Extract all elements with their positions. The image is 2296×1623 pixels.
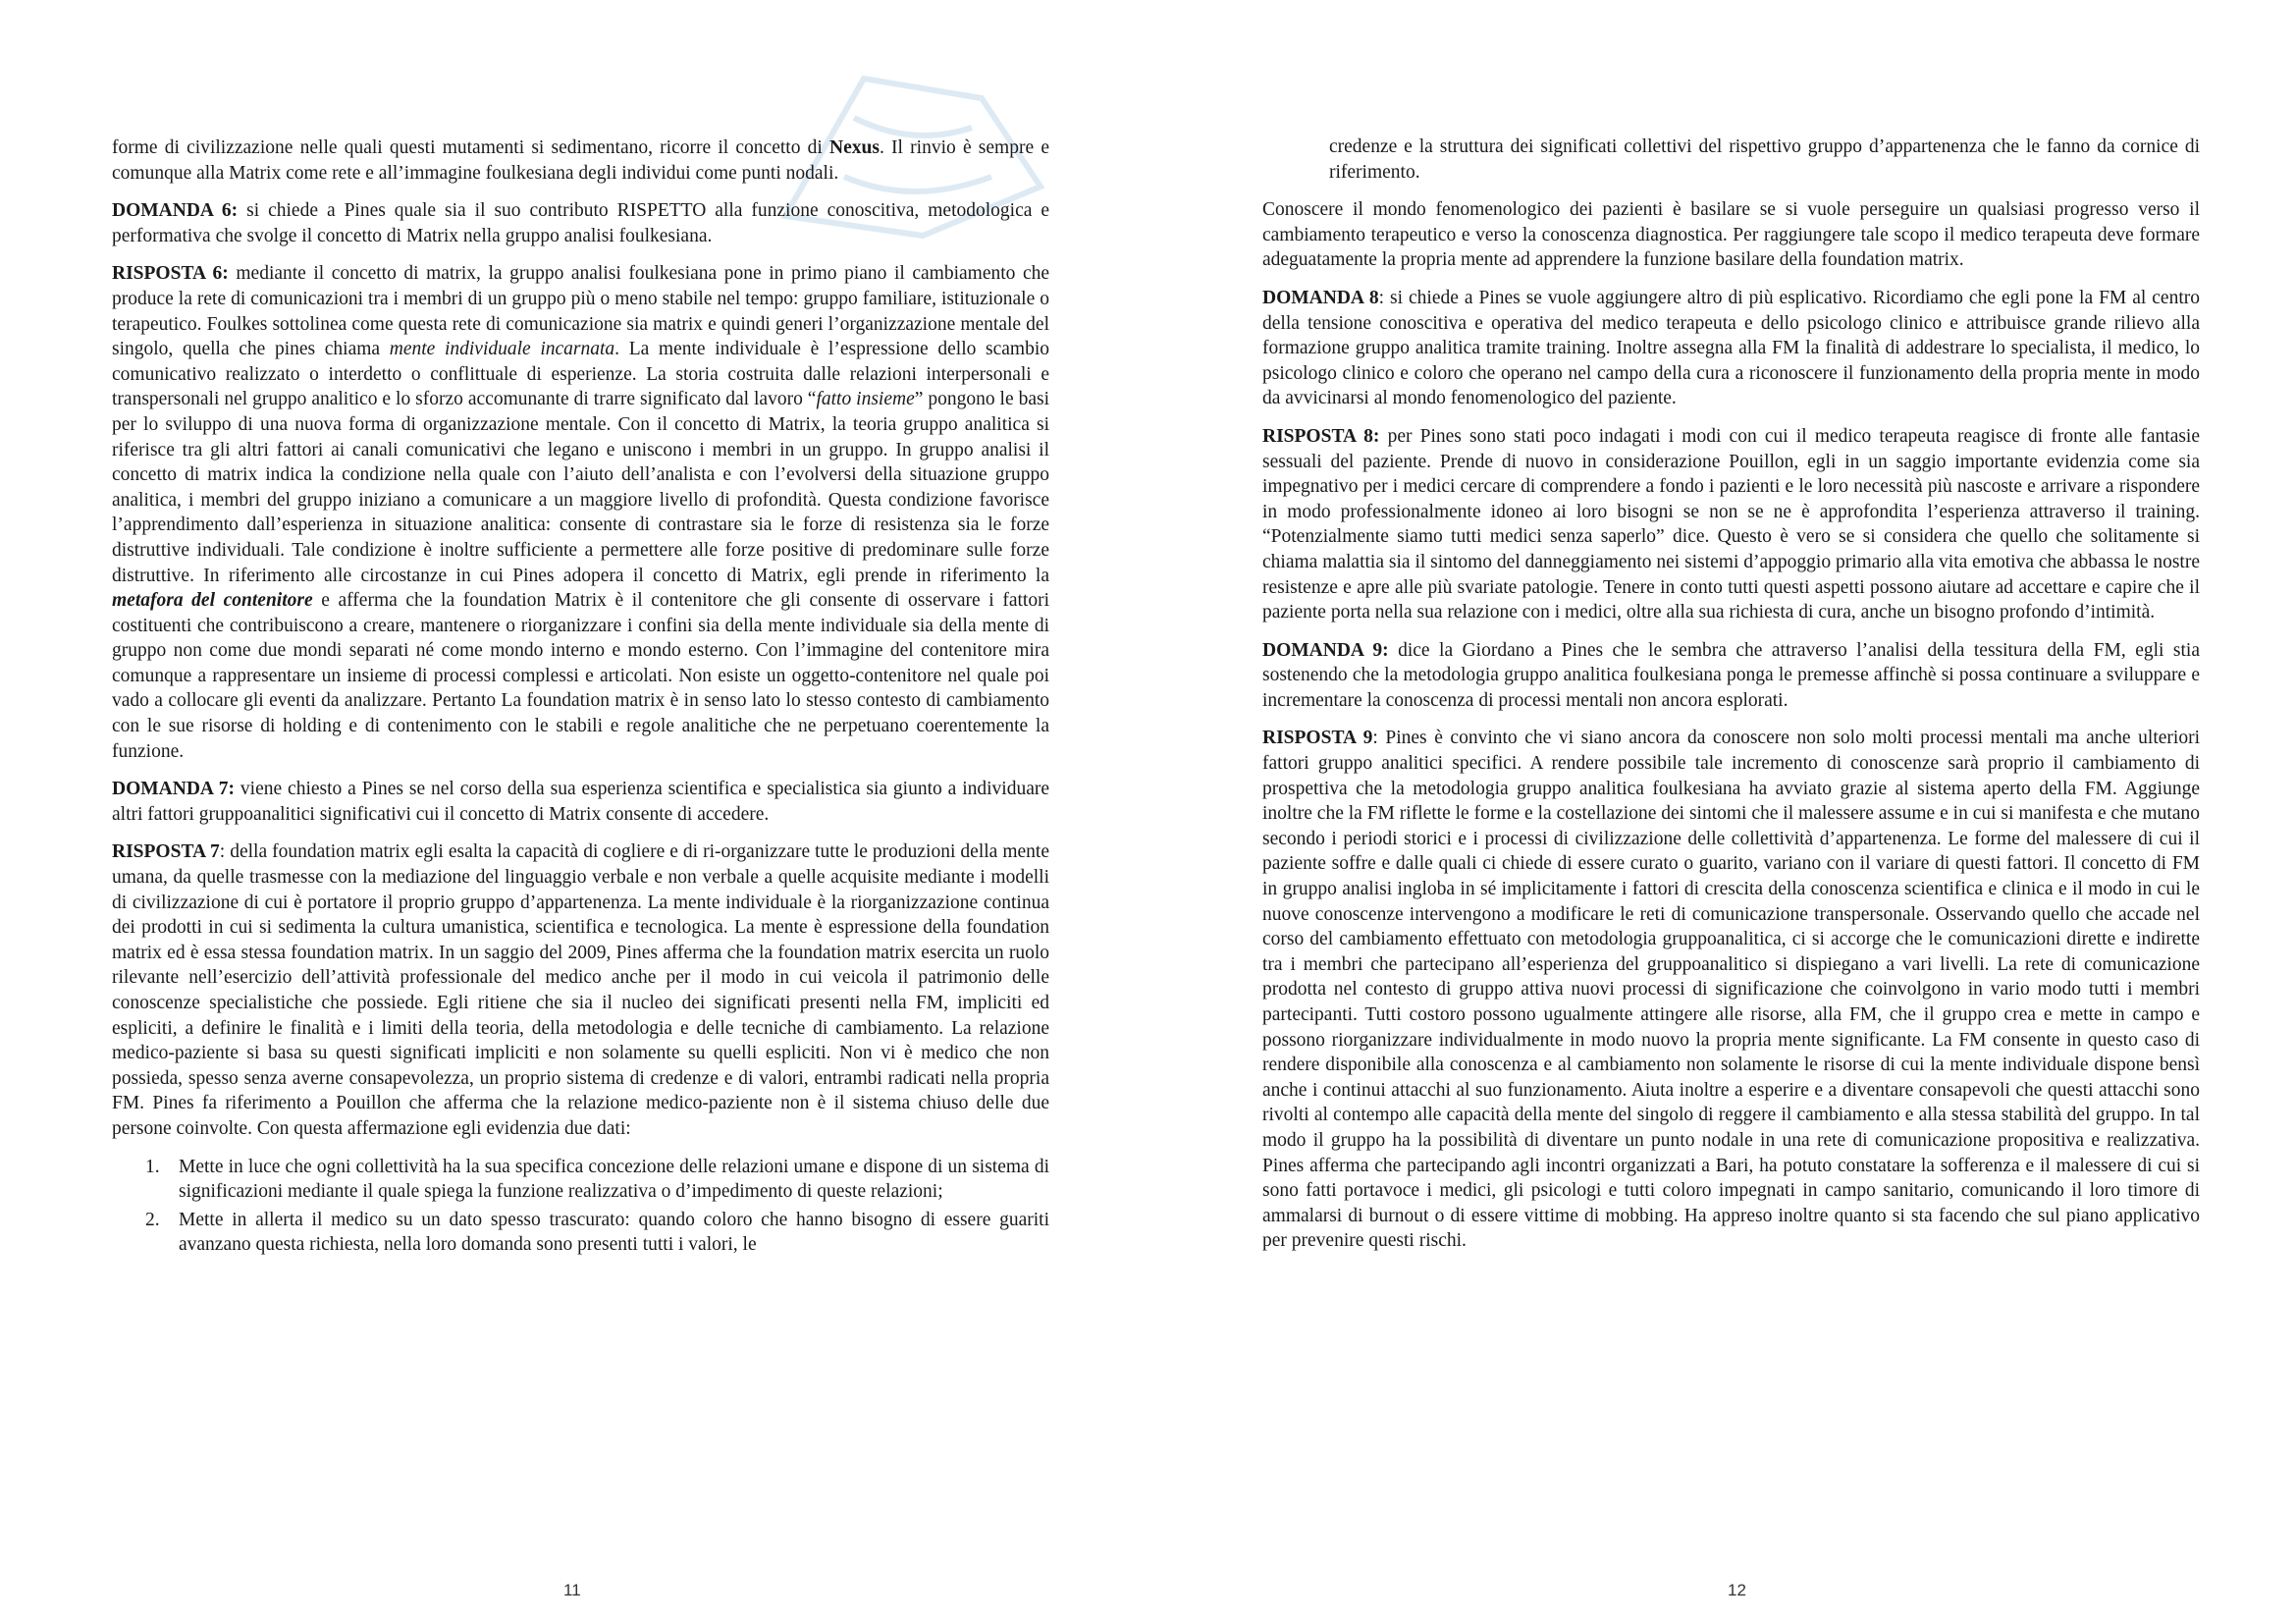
text-segment: e afferma che la foundation Matrix è il contenitore che gli consente di osservare i fattori costituenti che contribuiscono a creare, mantenere o riorganizzare i confini sia della mente individuale sia della mente di gruppo non come due mondi separati né come mondo interno e mondo esterno. Con l’immagine del contenitore mira comunque a rappresentare un insieme di processi complessi e articolati. Non esiste un oggetto-contenitore nel quale poi vado a collocare gli eventi da analizzare. Pertanto La foundation matrix è in senso lato lo stesso contesto di cambiamento con le sue risorse di holding e di contenimento con le stabili e regole analitiche che ne perpetuano coerentemente la funzione. (112, 590, 1049, 762)
paragraph (112, 261, 1049, 764)
list-item (112, 1155, 1049, 1205)
text-segment: DOMANDA 6: (112, 200, 239, 222)
list-text: Mette in luce che ogni collettività ha la sua specifica concezione delle relazioni umane e dispone di un sistema di significazioni mediante il quale spiega la funzione realizzativa o d’impedimento di queste relazioni; (179, 1156, 1049, 1203)
text-segment: ” pongono le basi per lo sviluppo di una nuova forma di organizzazione mentale. Con il concetto di Matrix, la teoria gruppo analitica si riferisce tra gli altri fattori ai canali comunicativi che legano e uniscono i membri in un gruppo. In gruppo analisi il concetto di matrix indica la condizione nella quale con l’aiuto dell’analista e con l’evolversi della situazione gruppo analitica, i membri del gruppo iniziano a comunicare a un maggiore livello di profondità. Questa condizione favorisce l’apprendimento dall’esperienza in situazione analitica: consente di contrastare sia le forze di resistenza sia le forze distruttive individuali. Tale condizione è inoltre sufficiente a permettere alle forze positive di predominare sulle forze distruttive. In riferimento alle circostanze in cui Pines adopera il concetto di Matrix, egli prende in riferimento la (112, 389, 1049, 586)
text-segment: DOMANDA 9: (1262, 639, 1389, 661)
text-segment: metafora del contenitore (112, 590, 313, 612)
text-segment: Conoscere il mondo fenomenologico dei pazienti è basilare se si vuole perseguire un qualsiasi progresso verso il cambiamento terapeutico e verso la conoscenza diagnostica. Per raggiungere tale scopo il medico terapeuta deve formare adeguatamente la propria mente ad apprendere la funzione basilare della foundation matrix. (1262, 199, 2200, 271)
text-segment: DOMANDA 7: (112, 779, 236, 800)
text-segment: Nexus (829, 137, 880, 158)
left-column (112, 135, 1049, 1261)
paragraph (1262, 424, 2200, 625)
text-segment: RISPOSTA 6: (112, 263, 229, 285)
list-number: 2. (145, 1209, 160, 1230)
paragraph (1262, 197, 2200, 273)
paragraph (112, 135, 1049, 186)
text-segment: forme di civilizzazione nelle quali questi mutamenti si sedimentano, ricorre il concetto di (112, 137, 830, 158)
text-segment: RISPOSTA 7 (112, 841, 220, 863)
paragraph (1262, 726, 2200, 1253)
right-page (1148, 0, 2296, 1623)
paragraph (112, 198, 1049, 248)
paragraph (112, 777, 1049, 827)
text-segment: fatto insieme (816, 389, 915, 410)
text-segment: RISPOSTA 9 (1262, 728, 1373, 749)
list-item (112, 1208, 1049, 1258)
paragraph (112, 839, 1049, 1141)
numbered-list (112, 1155, 1049, 1258)
text-segment: mente individuale incarnata (389, 339, 615, 360)
list-continuation: credenze e la struttura dei significati collettivi del rispettivo gruppo d’appartenenza che le fanno da cornice di riferimento. (1329, 136, 2200, 183)
text-segment: : della foundation matrix egli esalta la capacità di cogliere e di ri-organizzare tutte le produzioni della mente umana, da quelle trasmesse con la mediazione del linguaggio verbale e non verbale a quelle acquisite mediante i modelli di civilizzazione di cui è portatore il proprio gruppo d’appartenenza. La mente individuale è la riorganizzazione continua dei prodotti in cui si sedimenta la cultura umanistica, scientifica e tecnologica. La mente è espressione della foundation matrix ed è essa stessa foundation matrix. In un saggio del 2009, Pines afferma che la foundation matrix esercita un ruolo rilevante nell’esercizio dell’attività professionale del medico anche per il modo in cui veicola il patrimonio delle conoscenze specialistiche che possiede. Egli ritiene che sia il nucleo dei significati presenti nella FM, impliciti ed espliciti, a definire le finalità e i limiti della teoria, della metodologia e delle tecniche di cambiamento. La relazione medico-paziente si basa su questi significati impliciti e non solamente su quelli espliciti. Non vi è medico che non possieda, spesso senza averne consapevolezza, un proprio sistema di credenze e di valori, entrambi radicati nella propria FM. Pines fa riferimento a Pouillon che afferma che la relazione medico-paziente non è il sistema chiuso delle due persone coinvolte. Con questa affermazione egli evidenzia due dati: (112, 841, 1049, 1139)
page-number: 11 (563, 1581, 581, 1599)
list-text: Mette in allerta il medico su un dato spesso trascurato: quando coloro che hanno bisogno di essere guariti avanzano questa richiesta, nella loro domanda sono presenti tutti i valori, le (179, 1209, 1049, 1256)
paragraph (1262, 286, 2200, 411)
list-number: 1. (145, 1156, 160, 1177)
text-segment: dice la Giordano a Pines che le sembra che attraverso l’analisi della tessitura della FM, egli stia sostenendo che la metodologia gruppo analitica foulkesiana ponga le premesse affinchè si possa continuare a sviluppare e incrementare la conoscenza di processi mentali non ancora esplorati. (1262, 639, 2200, 711)
text-segment: mediante il concetto di matrix, la gruppo analisi foulkesiana pone in primo piano il cambiamento che produce la rete di comunicazioni tra i membri di un gruppo più o meno stabile nel tempo: gruppo familiare, istituzionale o terapeutico. Foulkes sottolinea come questa rete di comunicazione sia matrix e quindi generi l’organizzazione mentale del singolo, quella che pines chiama (112, 263, 1050, 360)
text-segment: . Il rinvio è sempre e comunque alla Matrix come rete e all’immagine foulkesiana degli individui come punti nodali. (112, 137, 1049, 184)
text-segment: : si chiede a Pines se vuole aggiungere altro di più esplicativo. Ricordiamo che egli pone la FM al centro della tensione conoscitiva e operativa del medico terapeuta e dello psicologo clinico e attribuisce grande rilievo alla formazione gruppo analitica tramite training. Inoltre assegna alla FM la finalità di addestrare lo specialista, il medico, lo psicologo clinico e coloro che operano nel campo della cura a riconoscere il funzionamento della propria mente in modo da avvicinarsi al mondo fenomenologico del paziente. (1262, 287, 2200, 409)
page-number: 12 (1728, 1581, 1746, 1599)
text-segment: RISPOSTA 8: (1262, 425, 1380, 447)
text-segment: viene chiesto a Pines se nel corso della sua esperienza scientifica e specialistica sia giunto a individuare altri fattori gruppoanalitici significativi cui il concetto di Matrix consente di accedere. (112, 779, 1049, 825)
text-segment: per Pines sono stati poco indagati i modi con cui il medico terapeuta reagisce di fronte alle fantasie sessuali del paziente. Prende di nuovo in considerazione Pouillon, egli in un saggio importante evidenzia come sia impegnativo per i medici cercare di comprendere a fondo i pazienti e le loro necessità più nascoste e arrivare a rispondere in modo professionalmente idoneo ai loro bisogni se non se ne è approfondita l’esperienza attraverso il training. “Potenzialmente siamo tutti medici senza saperlo” dice. Questo è vero se si considera che quello che solitamente si chiama malattia sia il sintomo del danneggiamento nei sistemi d’appoggio primario alla vita emotiva che abbassa le nostre resistenze e apre alle più svariate patologie. Tenere in conto tutti questi aspetti possono aiutare ad accettare e capire che il paziente porta nella sua relazione con i medici, oltre alla sua richiesta di cura, anche un bisogno profondo d’intimità. (1262, 425, 2201, 623)
paragraph (1262, 638, 2200, 714)
text-segment: : Pines è convinto che vi siano ancora da conoscere non solo molti processi mentali ma anche ulteriori fattori gruppo analitici specifici. A rendere possibile tale incremento di conoscenze sarà proprio il cambiamento di prospettiva che la metodologia gruppo analitica foulkesiana ha avviato grazie al sistema aperto della FM. Aggiunge inoltre che la FM riflette le forme e la costellazione dei sintomi che il malessere assume e in cui si manifesta e che mutano secondo i periodi storici e i processi di civilizzazione delle collettività d’appartenenza. Le forme del malessere di cui il paziente soffre e dalle quali ci chiede di essere curato o guarito, variano con il variare di questi fattori. Il concetto di FM in gruppo analisi ingloba in sé implicitamente i fattori di crescita della conoscenza scientifica e clinica e il modo in cui le nuove conoscenze intervengono a modificare le reti di comunicazione transpersonale. Osservando quello che accade nel corso del cambiamento effettuato con metodologia gruppoanalitica, ci si accorge che le comunicazioni dirette e indirette tra i membri che partecipano all’esperienza del gruppoanalitico si dispiegano a vari livelli. La rete di comunicazione prodotta nel contesto di gruppo attiva nuovi processi di significazione che coinvolgono in vario modo tutti i membri partecipanti. Tutti costoro possono ugualmente attingere alle risorse, alla FM, che il gruppo crea e mette in campo e possono riorganizzare individualmente in modo nuovo la propria mente significante. La FM consente in questo caso di rendere disponibile alla conoscenza e al cambiamento non solamente le risorse di cui la mente individuale dispone bensì anche i continui attacchi al suo funzionamento. Aiuta inoltre a esperire e a diventare consapevoli che questi attacchi sono rivolti al contempo alle capacità della mente del singolo di reggere il cambiamento e alla stessa stabilità del gruppo. In tal modo il gruppo ha la possibilità di diventare un punto nodale in una rete di comunicazione propositiva e realizzativa. Pines afferma che partecipando agli incontri organizzati a Bari, ha potuto constatare la sofferenza e il malessere di cui si sono fatti portavoce i medici, gli psicologi e tutti coloro impegnati in campo sanitario, comunicando il loro timore di ammalarsi di burnout o di essere vittime di mobbing. Ha appreso inoltre quanto si sta facendo che sul piano applicativo per prevenire questi rischi. (1262, 728, 2200, 1252)
right-column (1262, 135, 2200, 1267)
text-segment: DOMANDA 8 (1262, 287, 1379, 308)
text-segment: . La mente individuale è l’espressione dello scambio comunicativo realizzato o interdetto o conflittuale di esperienze. La storia costruita dalle relazioni interpersonali e transpersonali nel gruppo analitico e lo sforzo accomunante di trarre significato dal lavoro “ (112, 339, 1049, 410)
text-segment: si chiede a Pines quale sia il suo contributo RISPETTO alla funzione conoscitiva, metodologica e performativa che svolge il concetto di Matrix nella gruppo analisi foulkesiana. (112, 200, 1050, 246)
